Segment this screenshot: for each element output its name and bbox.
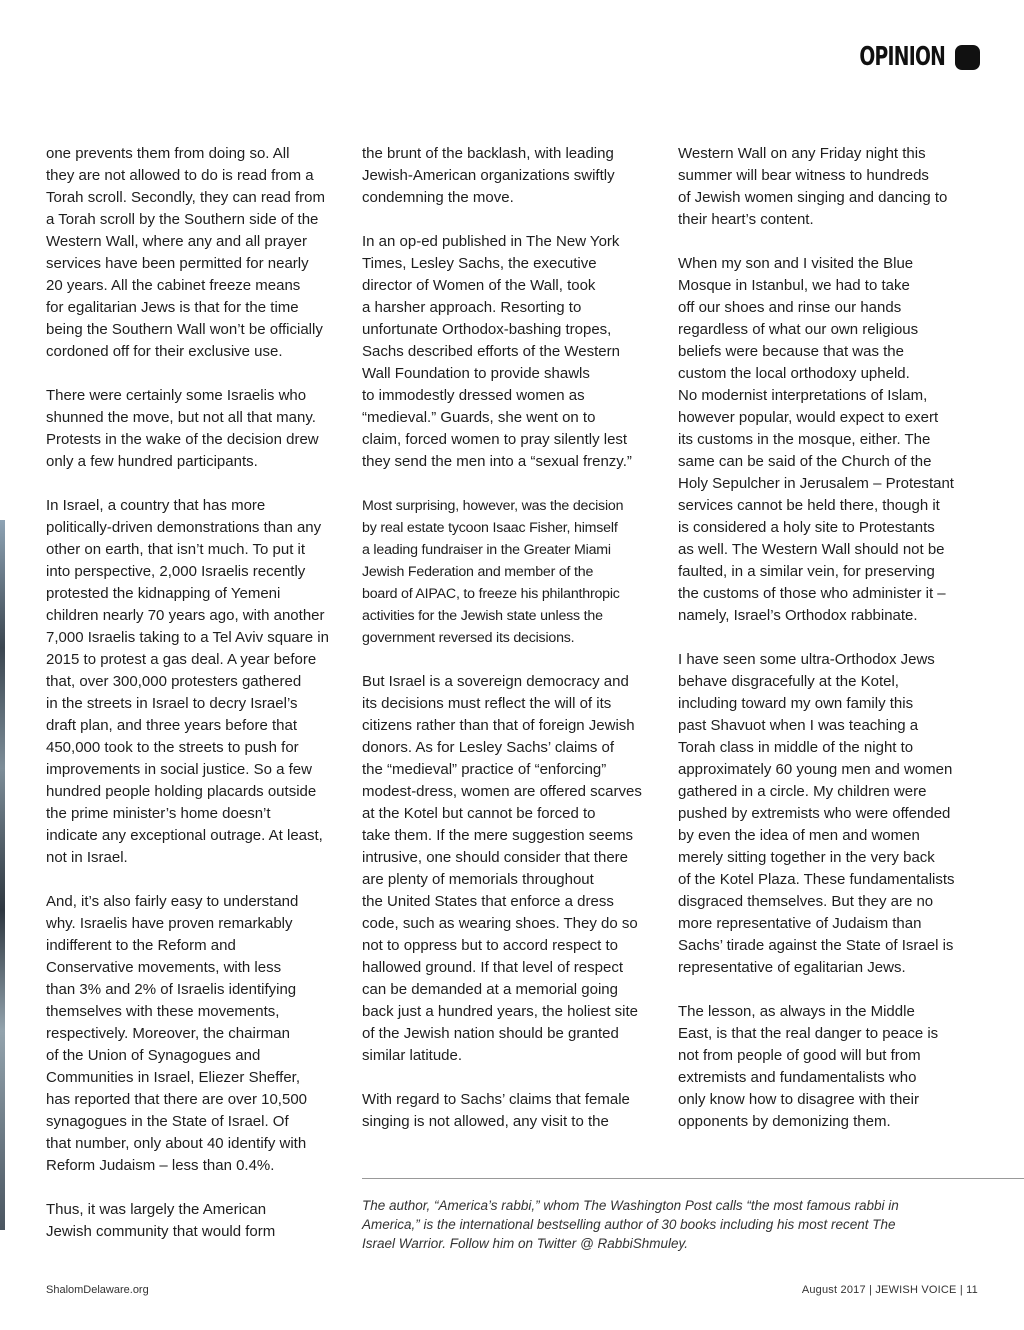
- footer-website: ShalomDelaware.org: [46, 1284, 149, 1296]
- edge-photo-strip: [0, 520, 5, 1230]
- paragraph: the brunt of the backlash, with leading Jewish-American organizations swiftly condemning the move.: [362, 145, 615, 206]
- paragraph: With regard to Sachs’ claims that female singing is not allowed, any visit to the: [362, 1091, 630, 1130]
- paragraph: I have seen some ultra-Orthodox Jews behave disgracefully at the Kotel, including toward my own family this past Shavuot when I was teaching a Torah class in middle of the night to approximately 60 young men and women gathered in a circle. My children were pushed by extremists who were offended by even the idea of men and women merely sitting together in the very back of the Kotel Plaza. These fundamentalists disgraced themselves. But they are no more representative of Judaism than Sachs’ tirade against the State of Israel is representative of egalitarian Jews.: [678, 651, 955, 976]
- section-marker-icon: [955, 45, 980, 70]
- paragraph: Most surprising, however, was the decision by real estate tycoon Isaac Fisher, himself a leading fundraiser in the Greater Miami Jewish Federation and member of the board of AIPAC, to freeze his philanthropic activities for the Jewish state unless the government reversed its decisions.: [362, 498, 624, 646]
- byline-divider: [362, 1178, 1024, 1179]
- article-column-3: [678, 143, 982, 1155]
- paragraph: And, it’s also fairly easy to understand why. Israelis have proven remarkably indifferent to the Reform and Conservative movements, with less than 3% and 2% of Israelis identifying themselves with these movements, respectively. Moreover, the chairman of the Union of Synagogues and Communities in Israel, Eliezer Sheffer, has reported that there are over 10,500 synagogues in the State of Israel. Of that number, only about 40 identify with Reform Judaism – less than 0.4%.: [46, 893, 308, 1174]
- section-header: [826, 42, 980, 72]
- paragraph: When my son and I visited the Blue Mosque in Istanbul, we had to take off our shoes and rinse our hands regardless of what our own religious beliefs were because that was the custom the local orthodoxy upheld. No modernist interpretations of Islam, however popular, would expect to exert its customs in the mosque, either. The same can be said of the Church of the Holy Sepulcher in Jerusalem – Protestant services cannot be held there, though it is considered a holy site to Protestants as well. The Western Wall should not be faulted, in a similar vein, for preserving the customs of those who administer it – namely, Israel’s Orthodox rabbinate.: [678, 255, 954, 624]
- paragraph: Western Wall on any Friday night this summer will bear witness to hundreds of Jewish women singing and dancing to their heart’s content.: [678, 145, 948, 228]
- paragraph: In an op-ed published in The New York Times, Lesley Sachs, the executive director of Women of the Wall, took a harsher approach. Resorting to unfortunate Orthodox-bashing tropes, Sachs described efforts of the Western Wall Foundation to provide shawls to immodestly dressed women as “medieval.” Guards, she went on to claim, forced women to pray silently lest they send the men into a “sexual frenzy.”: [362, 233, 632, 470]
- paragraph: one prevents them from doing so. All they are not allowed to do is read from a Torah scroll. Secondly, they can read from a Torah scroll by the Southern side of the Western Wall, where any and all prayer services have been permitted for nearly 20 years. All the cabinet freeze means for egalitarian Jews is that for the time being the Southern Wall won’t be officially cordoned off for their exclusive use.: [46, 145, 326, 360]
- article-column-2: [362, 143, 662, 1155]
- paragraph: There were certainly some Israelis who shunned the move, but not all that many. Protests in the wake of the decision drew only a few hundred participants.: [46, 387, 319, 470]
- paragraph: The lesson, as always in the Middle East, is that the real danger to peace is not from people of good will but from extremists and fundamentalists who only know how to disagree with their opponents by demonizing them.: [678, 1003, 939, 1130]
- article-column-1: [46, 143, 351, 1265]
- paragraph: Thus, it was largely the American Jewish community that would form: [46, 1201, 276, 1240]
- paragraph: In Israel, a country that has more politically-driven demonstrations than any other on earth, that isn’t much. To put it into perspective, 2,000 Israelis recently protested the kidnapping of Yemeni children nearly 70 years ago, with another 7,000 Israelis taking to a Tel Aviv square in 2015 to protest a gas deal. A year before that, over 300,000 protesters gathered in the streets in Israel to decry Israel’s draft plan, and three years before that 450,000 took to the streets to push for improvements in social justice. So a few hundred people holding placards outside the prime minister’s home doesn’t indicate any exceptional outrage. At least, not in Israel.: [46, 497, 329, 866]
- paragraph: But Israel is a sovereign democracy and its decisions must reflect the will of its citizens rather than that of foreign Jewish donors. As for Lesley Sachs’ claims of the “medieval” practice of “enforcing” modest-dress, women are offered scarves at the Kotel but cannot be forced to take them. If the mere suggestion seems intrusive, one should consider that there are plenty of memorials throughout the United States that enforce a dress code, such as wearing shoes. They do so not to oppress but to accord respect to hallowed ground. If that level of respect can be demanded at a memorial going back just a hundred years, the holiest site of the Jewish nation should be granted similar latitude.: [362, 673, 642, 1064]
- section-title: OPINION: [859, 42, 945, 72]
- footer-issue-info: August 2017 | JEWISH VOICE | 11: [801, 1284, 978, 1296]
- author-byline: The author, “America’s rabbi,” whom The Washington Post calls “the most famous rabbi in America,” is the international bestselling author of 30 books including his most recent The Israel Warrior. Follow him on Twitter @ RabbiShmuley.: [362, 1198, 899, 1251]
